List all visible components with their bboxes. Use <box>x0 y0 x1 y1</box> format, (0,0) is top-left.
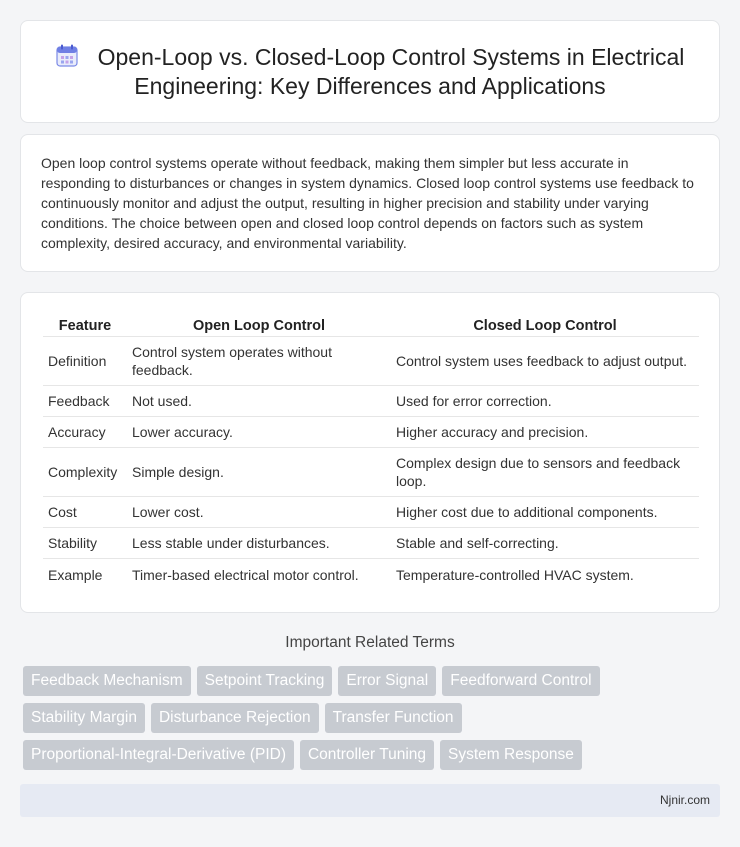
tag-disturbance-rejection[interactable]: Disturbance Rejection <box>151 703 319 733</box>
tag-row <box>23 666 723 703</box>
feature-cell: Definition <box>43 337 127 386</box>
tag-controller-tuning[interactable]: Controller Tuning <box>300 740 434 770</box>
tag-pid[interactable]: Proportional-Integral-Derivative (PID) <box>23 740 294 770</box>
open-loop-cell: Not used. <box>127 386 391 417</box>
open-loop-cell: Lower accuracy. <box>127 417 391 448</box>
title-line-2: Engineering: Key Differences and Applications <box>134 73 606 99</box>
calendar-icon <box>56 44 78 68</box>
closed-loop-cell: Higher cost due to additional components. <box>391 497 699 528</box>
open-loop-cell: Timer-based electrical motor control. <box>132 566 359 583</box>
tag-system-response[interactable]: System Response <box>440 740 582 770</box>
tag-stability-margin[interactable]: Stability Margin <box>23 703 145 733</box>
intro-card <box>20 134 720 272</box>
table-row <box>43 559 699 590</box>
open-loop-cell: Control system operates without feedback. <box>127 337 391 386</box>
header-feature: Feature <box>43 315 127 337</box>
tag-row <box>23 703 723 740</box>
open-loop-cell: Simple design. <box>127 448 391 497</box>
comparison-table <box>43 315 699 590</box>
closed-loop-cell: Control system uses feedback to adjust output. <box>391 337 699 386</box>
related-terms-tags <box>23 666 723 777</box>
tag-feedforward-control[interactable]: Feedforward Control <box>442 666 599 696</box>
closed-loop-cell: Used for error correction. <box>391 386 699 417</box>
closed-loop-cell: Complex design due to sensors and feedback loop. <box>391 448 699 497</box>
feature-cell: Feedback <box>43 386 127 417</box>
open-loop-cell: Lower cost. <box>127 497 391 528</box>
table-row <box>43 337 699 386</box>
header-card <box>20 20 720 123</box>
table-row <box>43 386 699 417</box>
closed-loop-cell: Stable and self-correcting. <box>391 528 699 559</box>
page-title <box>21 43 719 101</box>
comparison-table-card <box>20 292 720 613</box>
table-row <box>43 528 699 559</box>
footer-bar <box>20 784 720 817</box>
feature-cell: Stability <box>43 528 127 559</box>
feature-cell: Example <box>48 566 103 583</box>
footer-site-link[interactable]: Njnir.com <box>659 793 710 807</box>
tag-setpoint-tracking[interactable]: Setpoint Tracking <box>197 666 333 696</box>
table-header-row <box>43 315 699 337</box>
feature-cell: Accuracy <box>43 417 127 448</box>
tag-error-signal[interactable]: Error Signal <box>338 666 436 696</box>
tag-transfer-function[interactable]: Transfer Function <box>325 703 462 733</box>
feature-cell: Complexity <box>43 448 127 497</box>
table-row <box>43 417 699 448</box>
tag-row <box>23 740 723 777</box>
feature-cell: Cost <box>43 497 127 528</box>
closed-loop-cell: Higher accuracy and precision. <box>391 417 699 448</box>
table-row <box>43 497 699 528</box>
intro-paragraph: Open loop control systems operate without feedback, making them simpler but less accurate in responding to disturbances or changes in system dynamics. Closed loop control systems use feedback to continuously monitor and adjust the output, resulting in higher precision and stability under varying conditions. The choice between open and closed loop control depends on factors such as system complexity, desired accuracy, and environmental variability. <box>41 155 694 251</box>
closed-loop-cell: Temperature-controlled HVAC system. <box>396 566 634 583</box>
header-open-loop: Open Loop Control <box>127 315 391 337</box>
related-terms-title: Important Related Terms <box>285 634 455 651</box>
tag-feedback-mechanism[interactable]: Feedback Mechanism <box>23 666 191 696</box>
title-line-1: Open-Loop vs. Closed-Loop Control Systems in Electrical <box>97 44 685 70</box>
header-closed-loop: Closed Loop Control <box>391 315 699 337</box>
table-row <box>43 448 699 497</box>
open-loop-cell: Less stable under disturbances. <box>127 528 391 559</box>
